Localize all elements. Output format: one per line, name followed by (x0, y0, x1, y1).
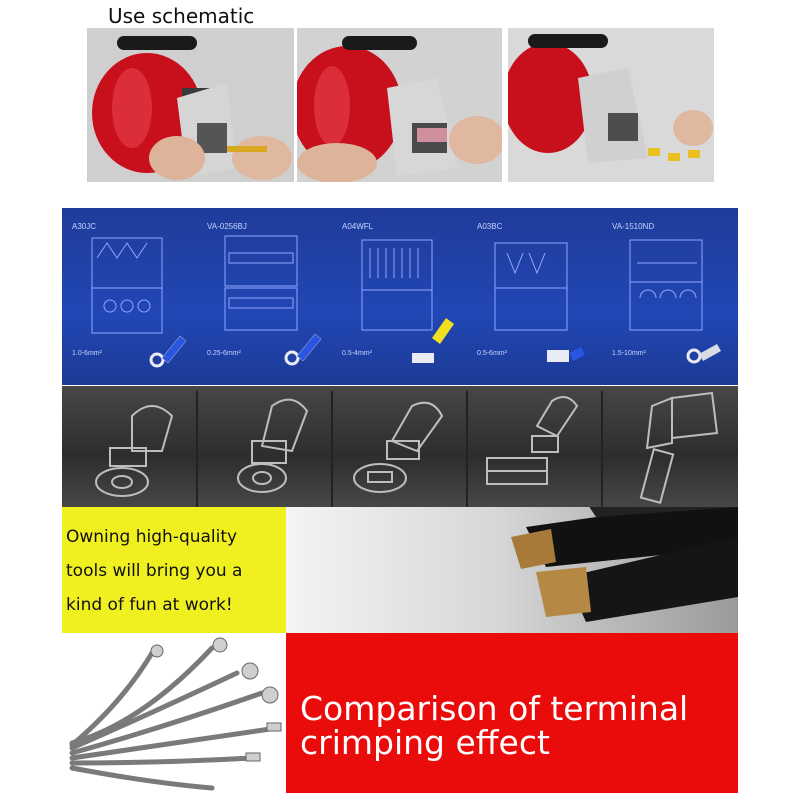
wire-bundle-photo (62, 633, 286, 793)
cable-closeup-photo (286, 507, 738, 633)
comparison-line-2: crimping effect (300, 723, 550, 762)
photo-step-3 (508, 28, 714, 182)
die-va-1510nd (602, 208, 738, 385)
die-a04wfl (332, 208, 467, 385)
comparison-line-1: Comparison of terminal (300, 689, 689, 728)
crimping-die-band (62, 208, 738, 385)
slogan-line-1: Owning high-quality (66, 527, 238, 547)
slogan-box (62, 507, 286, 633)
die-code: A30JC (72, 222, 97, 231)
die-code: VA-1510ND (612, 222, 655, 231)
page-title: Use schematic (108, 4, 255, 28)
terminal-sketch-band (62, 386, 738, 513)
die-range: 0.5-6mm² (477, 350, 507, 357)
die-code: A03BC (477, 222, 503, 231)
die-code: A04WFL (342, 222, 374, 231)
die-range: 1.0-6mm² (72, 350, 102, 357)
die-range: 0.25-6mm² (207, 350, 241, 357)
die-code: VA-0256BJ (207, 222, 247, 231)
photo-step-2 (297, 28, 502, 182)
die-va-0256bj (197, 208, 332, 385)
die-a30jc (62, 208, 197, 385)
slogan-line-3: kind of fun at work! (66, 595, 233, 615)
die-a03bc (467, 208, 602, 385)
photo-step-1 (87, 28, 294, 182)
comparison-box (286, 633, 738, 793)
slogan-line-2: tools will bring you a (66, 561, 243, 581)
die-range: 0.5-4mm² (342, 350, 372, 357)
die-range: 1.5-10mm² (612, 350, 646, 357)
